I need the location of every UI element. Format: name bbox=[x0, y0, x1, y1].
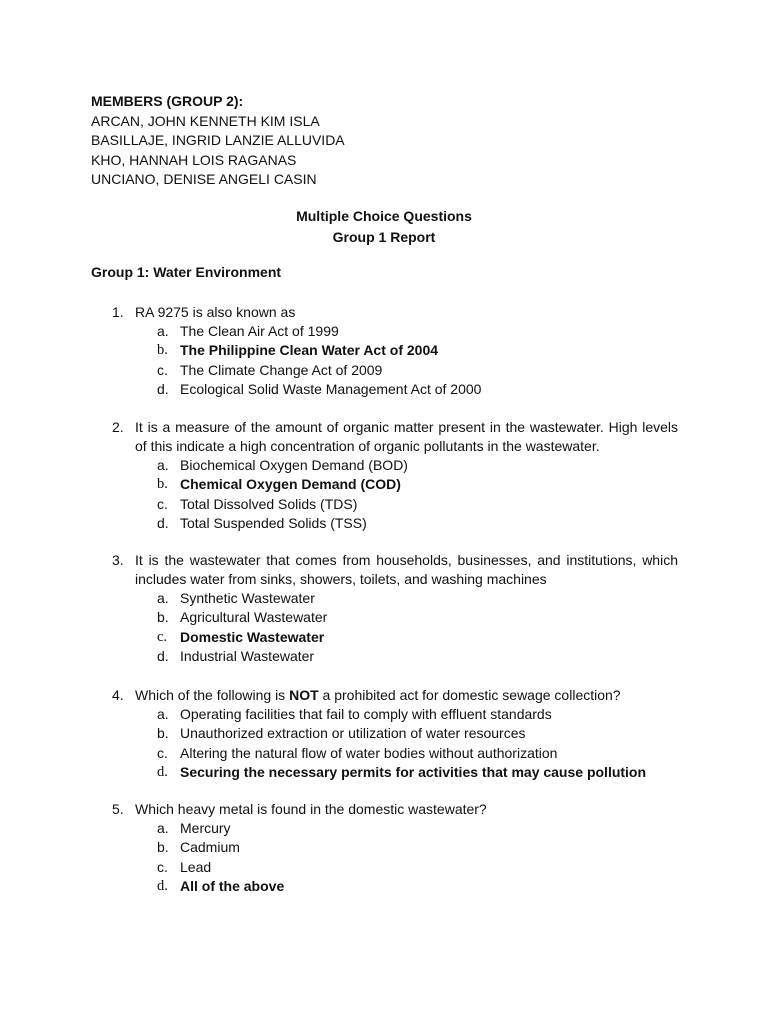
option-text: Total Dissolved Solids (TDS) bbox=[180, 495, 358, 512]
option-letter: b. bbox=[157, 342, 168, 359]
option-letter: a. bbox=[157, 706, 169, 722]
question-text-part: a prohibited act for domestic sewage collection? bbox=[318, 687, 621, 703]
option bbox=[112, 838, 678, 857]
option-list bbox=[112, 589, 678, 666]
option-letter: d. bbox=[157, 380, 169, 397]
option-letter: b. bbox=[157, 839, 169, 856]
option-letter: a. bbox=[157, 323, 169, 339]
option bbox=[112, 361, 678, 380]
option-text: Altering the natural flow of water bodies without authorization bbox=[180, 744, 558, 761]
option-letter: a. bbox=[157, 590, 169, 606]
question-text: It is a measure of the amount of organic matter present in the wastewater. High levels of this indicate a high concentration of organic pollutants in the wastewater. bbox=[135, 419, 678, 454]
option bbox=[112, 322, 678, 341]
option-letter: c. bbox=[157, 628, 168, 645]
option-letter: d. bbox=[157, 763, 168, 780]
question-3 bbox=[112, 551, 678, 666]
question-number: 3. bbox=[112, 552, 124, 568]
option-text: The Clean Air Act of 1999 bbox=[180, 323, 339, 339]
option-letter: c. bbox=[157, 361, 168, 378]
option-text: Chemical Oxygen Demand (COD) bbox=[180, 476, 401, 493]
option-text: Total Suspended Solids (TSS) bbox=[180, 514, 367, 531]
question-text: Which heavy metal is found in the domestic wastewater? bbox=[135, 801, 487, 817]
option-letter: c. bbox=[157, 495, 168, 512]
option-list bbox=[112, 705, 678, 782]
members-block bbox=[91, 92, 345, 190]
option-list bbox=[112, 819, 678, 896]
option-letter: c. bbox=[157, 744, 168, 761]
option bbox=[112, 819, 678, 838]
option-letter: a. bbox=[157, 457, 169, 473]
option bbox=[112, 858, 678, 877]
question-5 bbox=[112, 800, 678, 896]
option bbox=[112, 589, 678, 608]
question-text bbox=[135, 686, 678, 705]
option-text: The Philippine Clean Water Act of 2004 bbox=[180, 342, 439, 359]
title-line-2: Group 1 Report bbox=[332, 229, 436, 245]
question-text-emphasis: NOT bbox=[289, 687, 319, 703]
option-text: All of the above bbox=[180, 877, 285, 894]
option-text: Mercury bbox=[180, 820, 231, 836]
option-correct bbox=[112, 763, 678, 782]
option bbox=[112, 456, 678, 475]
option-text: Operating facilities that fail to comply with effluent standards bbox=[180, 706, 552, 722]
option-text: Synthetic Wastewater bbox=[180, 590, 315, 606]
option bbox=[112, 647, 678, 666]
question-number: 2. bbox=[112, 419, 124, 435]
option-text: Industrial Wastewater bbox=[180, 647, 315, 664]
option-correct bbox=[112, 628, 678, 647]
question-number: 5. bbox=[112, 801, 124, 817]
option bbox=[112, 724, 678, 743]
option-correct bbox=[112, 475, 678, 494]
option-letter: a. bbox=[157, 820, 169, 836]
question-text: RA 9275 is also known as bbox=[135, 304, 296, 320]
option-text: Domestic Wastewater bbox=[180, 628, 325, 645]
member-name: KHO, HANNAH LOIS RAGANAS bbox=[91, 151, 297, 168]
option-letter: b. bbox=[157, 725, 169, 742]
member-name: BASILLAJE, INGRID LANZIE ALLUVIDA bbox=[91, 132, 345, 148]
member-name: ARCAN, JOHN KENNETH KIM ISLA bbox=[91, 112, 320, 129]
question-text-part: Which of the following is bbox=[135, 687, 290, 703]
option-text: Lead bbox=[180, 858, 212, 875]
option-letter: d. bbox=[157, 877, 168, 894]
section-heading: Group 1: Water Environment bbox=[91, 264, 282, 280]
option-text: Securing the necessary permits for activities that may cause pollution bbox=[180, 763, 647, 780]
option-letter: d. bbox=[157, 647, 169, 664]
option-letter: c. bbox=[157, 858, 168, 875]
question-number: 4. bbox=[112, 687, 124, 703]
option-correct bbox=[112, 341, 678, 360]
option-list bbox=[112, 456, 678, 533]
document-title bbox=[0, 206, 768, 248]
question-text: It is the wastewater that comes from households, businesses, and institutions, which includes water from sinks, showers, toilets, and washing machines bbox=[135, 552, 678, 587]
members-heading: MEMBERS (GROUP 2): bbox=[91, 93, 244, 109]
option-correct bbox=[112, 877, 678, 896]
option-text: Unauthorized extraction or utilization of water resources bbox=[180, 725, 526, 742]
option-text: Cadmium bbox=[180, 839, 240, 856]
option bbox=[112, 380, 678, 399]
option bbox=[112, 744, 678, 763]
option-text: The Climate Change Act of 2009 bbox=[180, 361, 383, 378]
member-name: UNCIANO, DENISE ANGELI CASIN bbox=[91, 171, 317, 187]
option-letter: d. bbox=[157, 514, 169, 531]
option-letter: b. bbox=[157, 609, 169, 626]
question-4 bbox=[112, 686, 678, 782]
option bbox=[112, 514, 678, 533]
question-1 bbox=[112, 303, 678, 399]
option bbox=[112, 705, 678, 724]
option-text: Ecological Solid Waste Management Act of 2000 bbox=[180, 380, 482, 397]
option-text: Biochemical Oxygen Demand (BOD) bbox=[180, 457, 408, 473]
question-2 bbox=[112, 418, 678, 533]
option bbox=[112, 608, 678, 627]
option-list bbox=[112, 322, 678, 399]
option bbox=[112, 495, 678, 514]
question-number: 1. bbox=[112, 304, 124, 320]
title-line-1: Multiple Choice Questions bbox=[296, 208, 472, 224]
option-letter: b. bbox=[157, 476, 168, 493]
option-text: Agricultural Wastewater bbox=[180, 609, 328, 626]
